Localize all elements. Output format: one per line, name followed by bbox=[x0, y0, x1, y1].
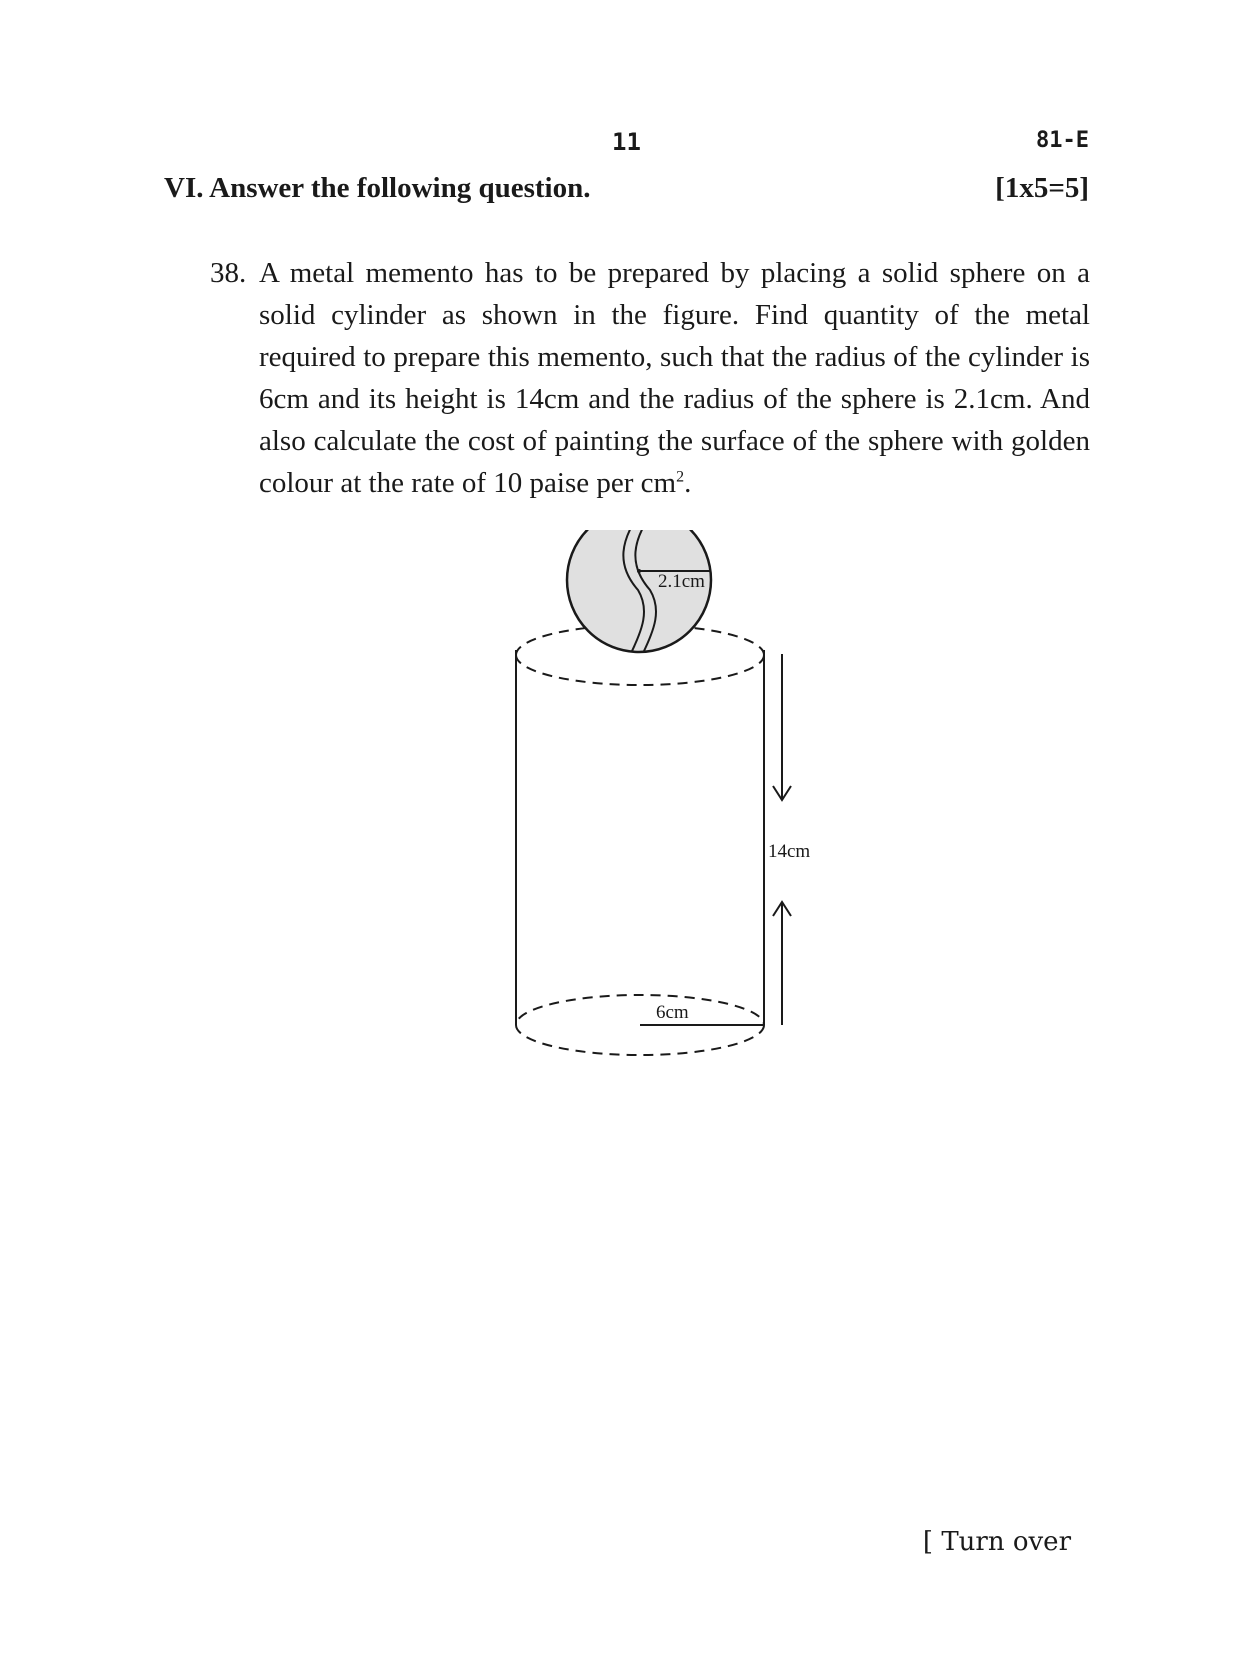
question-38 bbox=[210, 252, 1090, 504]
sphere-radius-label: 2.1cm bbox=[658, 571, 705, 592]
paper-code: 81-E bbox=[1036, 128, 1089, 153]
question-number: 38. bbox=[210, 257, 247, 289]
section-marks: [1x5=5] bbox=[995, 172, 1089, 204]
section-title: VI. Answer the following question. bbox=[164, 172, 591, 204]
cylinder-radius-label: 6cm bbox=[656, 1002, 689, 1023]
question-text: A metal memento has to be prepared by placing a solid sphere on a solid cylinder as shown in the figure. Find quantity of the metal required to prepare this memento, such that the radius of the cylinder is 6cm and its height is 14cm and the radius of the sphere is 2.1cm. And also calculate the cost of painting the surface of the sphere with golden colour at the rate of 10 paise per cm bbox=[259, 257, 1090, 499]
cylinder-height-label: 14cm bbox=[768, 841, 811, 862]
turn-over: [ Turn over bbox=[922, 1527, 1071, 1557]
unit-superscript: 2 bbox=[676, 468, 685, 486]
page-number: 11 bbox=[612, 128, 641, 156]
sphere-center-dot bbox=[637, 569, 641, 573]
cylinder-top-ellipse-front bbox=[516, 655, 764, 685]
memento-figure bbox=[500, 530, 860, 1130]
question-text-block bbox=[259, 252, 1090, 504]
question-text-end: . bbox=[684, 467, 692, 499]
